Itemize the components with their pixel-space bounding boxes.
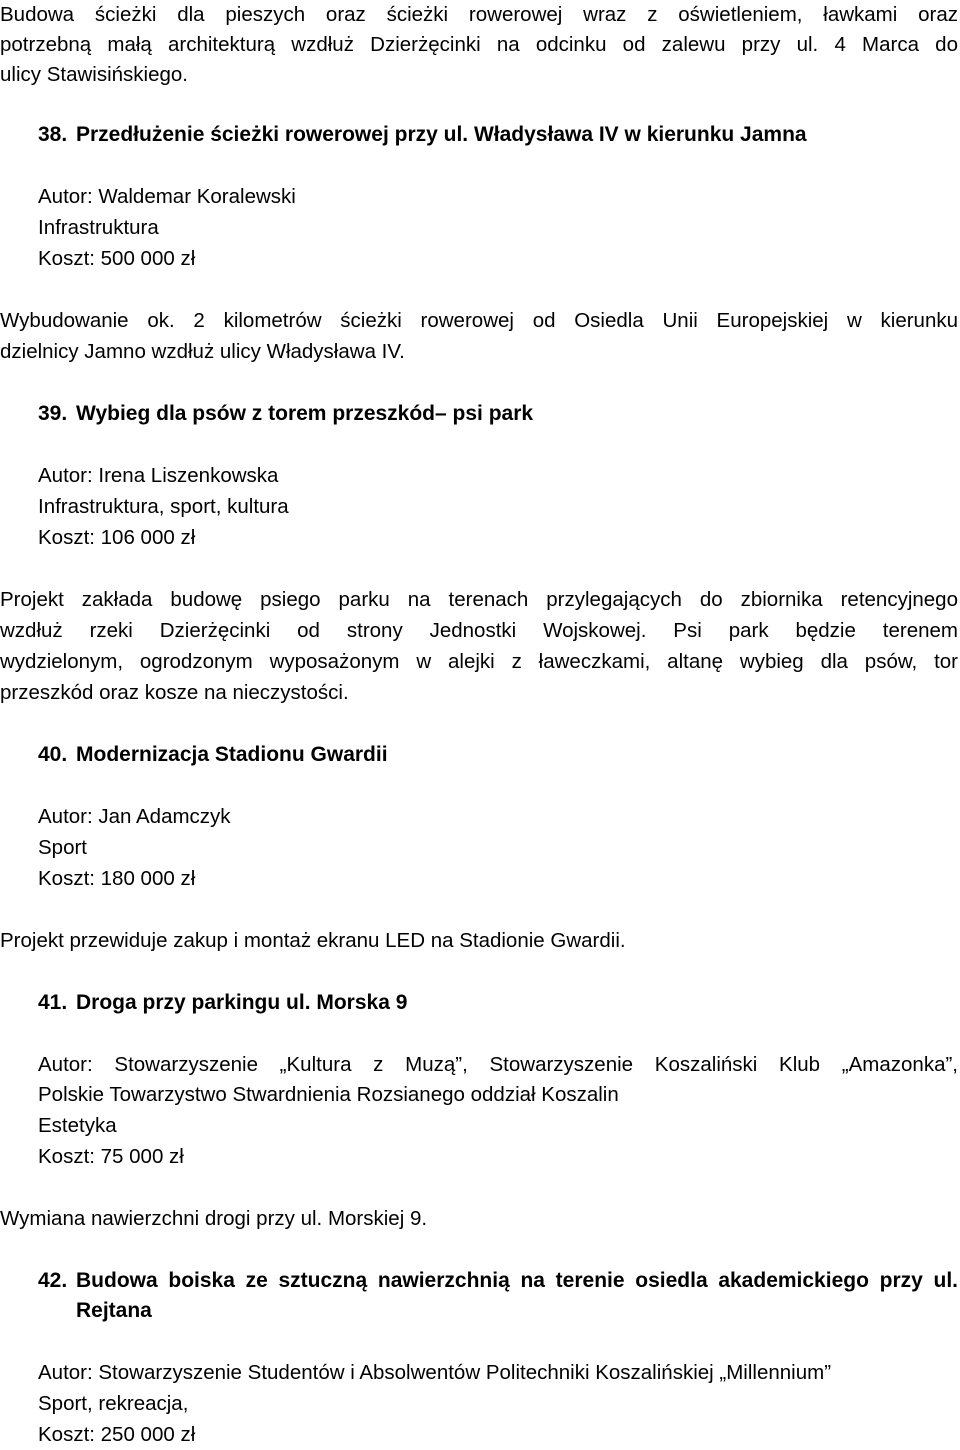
project-category: Sport, rekreacja, [38,1392,189,1415]
project-title-text: Przedłużenie ścieżki rowerowej przy ul. Władysława IV w kierunku Jamna [76,123,807,146]
project-cost: Koszt: 500 000 zł [38,247,196,270]
project-number: 38. [38,123,68,146]
project-author: Autor: Waldemar Koralewski [38,185,296,208]
project-category: Estetyka [38,1114,117,1137]
project-category: Sport [38,836,87,859]
project-title-text: Modernizacja Stadionu Gwardii [76,743,388,766]
project-description-line: dzielnicy Jamno wzdłuż ulicy Władysława IV. [0,340,405,363]
project-number: 41. [38,991,68,1014]
project-description-line: wydzielonym, ogrodzonym wyposażonym w alejki z ławeczkami, altanę wybieg dla psów, tor [0,650,958,673]
project-cost: Koszt: 75 000 zł [38,1145,184,1168]
intro-line: ulicy Stawisińskiego. [0,63,188,86]
project-author: Polskie Towarzystwo Stwardnienia Rozsianego oddział Koszalin [38,1083,619,1106]
project-title [38,740,958,770]
project-cost: Koszt: 106 000 zł [38,526,196,549]
project-description-line: Projekt zakłada budowę psiego parku na terenach przylegających do zbiornika retencyjnego [0,588,958,611]
intro-line: potrzebną małą architekturą wzdłuż Dzierżęcinki na odcinku od zalewu przy ul. 4 Marca do [0,33,958,56]
project-category: Infrastruktura, sport, kultura [38,495,289,518]
project-number: 39. [38,402,68,425]
project-author: Autor: Stowarzyszenie „Kultura z Muzą”, Stowarzyszenie Koszaliński Klub „Amazonka”, [38,1053,958,1076]
project-description-line: Projekt przewiduje zakup i montaż ekranu LED na Stadionie Gwardii. [0,929,626,952]
project-description-line: wzdłuż rzeki Dzierżęcinki od strony Jednostki Wojskowej. Psi park będzie terenem [0,619,958,642]
project-number: 40. [38,743,68,766]
project-author: Autor: Jan Adamczyk [38,805,231,828]
project-title-text: Wybieg dla psów z torem przeszkód– psi park [76,402,534,425]
intro-line: Budowa ścieżki dla pieszych oraz ścieżki rowerowej wraz z oświetleniem, ławkami oraz [0,3,958,26]
project-author: Autor: Irena Liszenkowska [38,464,279,487]
project-title [38,399,958,429]
project-number: 42. [38,1269,68,1292]
project-title-text: Rejtana [76,1299,152,1322]
project-title [38,988,958,1018]
project-title-text: Budowa boiska ze sztuczną nawierzchnią na terenie osiedla akademickiego przy ul. [76,1269,958,1292]
project-title [38,1266,958,1296]
project-title [38,120,958,150]
project-author: Autor: Stowarzyszenie Studentów i Absolwentów Politechniki Koszalińskiej „Millennium” [38,1361,832,1384]
project-description-line: Wybudowanie ok. 2 kilometrów ścieżki rowerowej od Osiedla Unii Europejskiej w kierunku [0,309,958,332]
project-cost: Koszt: 180 000 zł [38,867,196,890]
project-title-text: Droga przy parkingu ul. Morska 9 [76,991,408,1014]
project-description-line: Wymiana nawierzchni drogi przy ul. Morskiej 9. [0,1207,428,1230]
project-category: Infrastruktura [38,216,159,239]
project-description-line: przeszkód oraz kosze na nieczystości. [0,681,349,704]
project-cost: Koszt: 250 000 zł [38,1423,196,1446]
